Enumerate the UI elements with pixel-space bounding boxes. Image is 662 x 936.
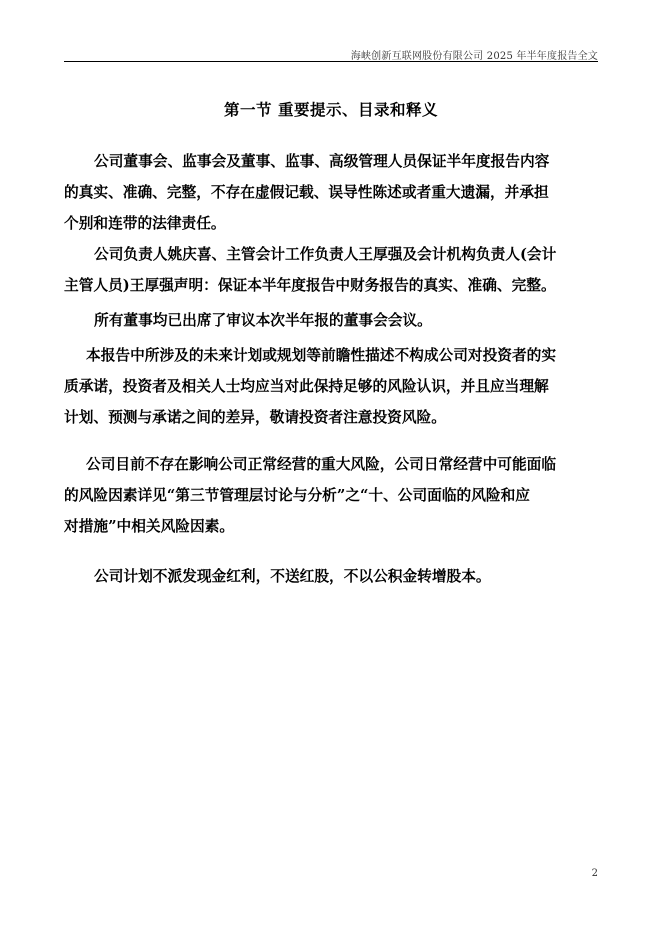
paragraph-line: 本报告中所涉及的未来计划或规划等前瞻性描述不构成公司对投资者的实 (86, 347, 557, 364)
paragraph-line: 质承诺，投资者及相关人士均应当对此保持足够的风险认识，并且应当理解 (64, 378, 549, 395)
paragraph-line: 所有董事均已出席了审议本次半年报的董事会会议。 (94, 312, 432, 329)
paragraph-line: 公司目前不存在影响公司正常经营的重大风险，公司日常经营中可能面临 (86, 456, 557, 473)
paragraph-line: 个别和连带的法律责任。 (64, 215, 226, 232)
page-number: 2 (591, 868, 598, 879)
running-header: 海峡创新互联网股份有限公司 2025 年半年度报告全文 (350, 51, 598, 62)
paragraph-line: 公司负责人姚庆喜、主管会计工作负责人王厚强及会计机构负责人(会计 (94, 246, 557, 263)
paragraph-risk-factors (64, 449, 556, 542)
paragraph-responsibility-statement (64, 146, 549, 239)
paragraph-line: 公司计划不派发现金红利，不送红股，不以公积金转增股本。 (94, 568, 491, 585)
paragraph-forward-looking (64, 340, 556, 433)
header-divider (64, 61, 598, 62)
paragraph-line: 计划、预测与承诺之间的差异，敬请投资者注意投资风险。 (64, 409, 446, 426)
paragraph-line: 主管人员)王厚强声明：保证本半年度报告中财务报告的真实、准确、完整。 (64, 277, 556, 294)
paragraph-financial-declaration (64, 239, 556, 301)
paragraph-line: 的风险因素详见“第三节管理层讨论与分析”之“十、公司面临的风险和应 (64, 487, 530, 504)
section-title: 第一节 重要提示、目录和释义 (224, 100, 438, 119)
paragraph-board-attendance (64, 305, 432, 336)
paragraph-line: 对措施”中相关风险因素。 (64, 518, 235, 535)
paragraph-line: 的真实、准确、完整，不存在虚假记载、误导性陈述或者重大遗漏，并承担 (64, 184, 549, 201)
paragraph-line: 公司董事会、监事会及董事、监事、高级管理人员保证半年度报告内容 (94, 153, 550, 170)
paragraph-dividend-plan (64, 561, 491, 592)
